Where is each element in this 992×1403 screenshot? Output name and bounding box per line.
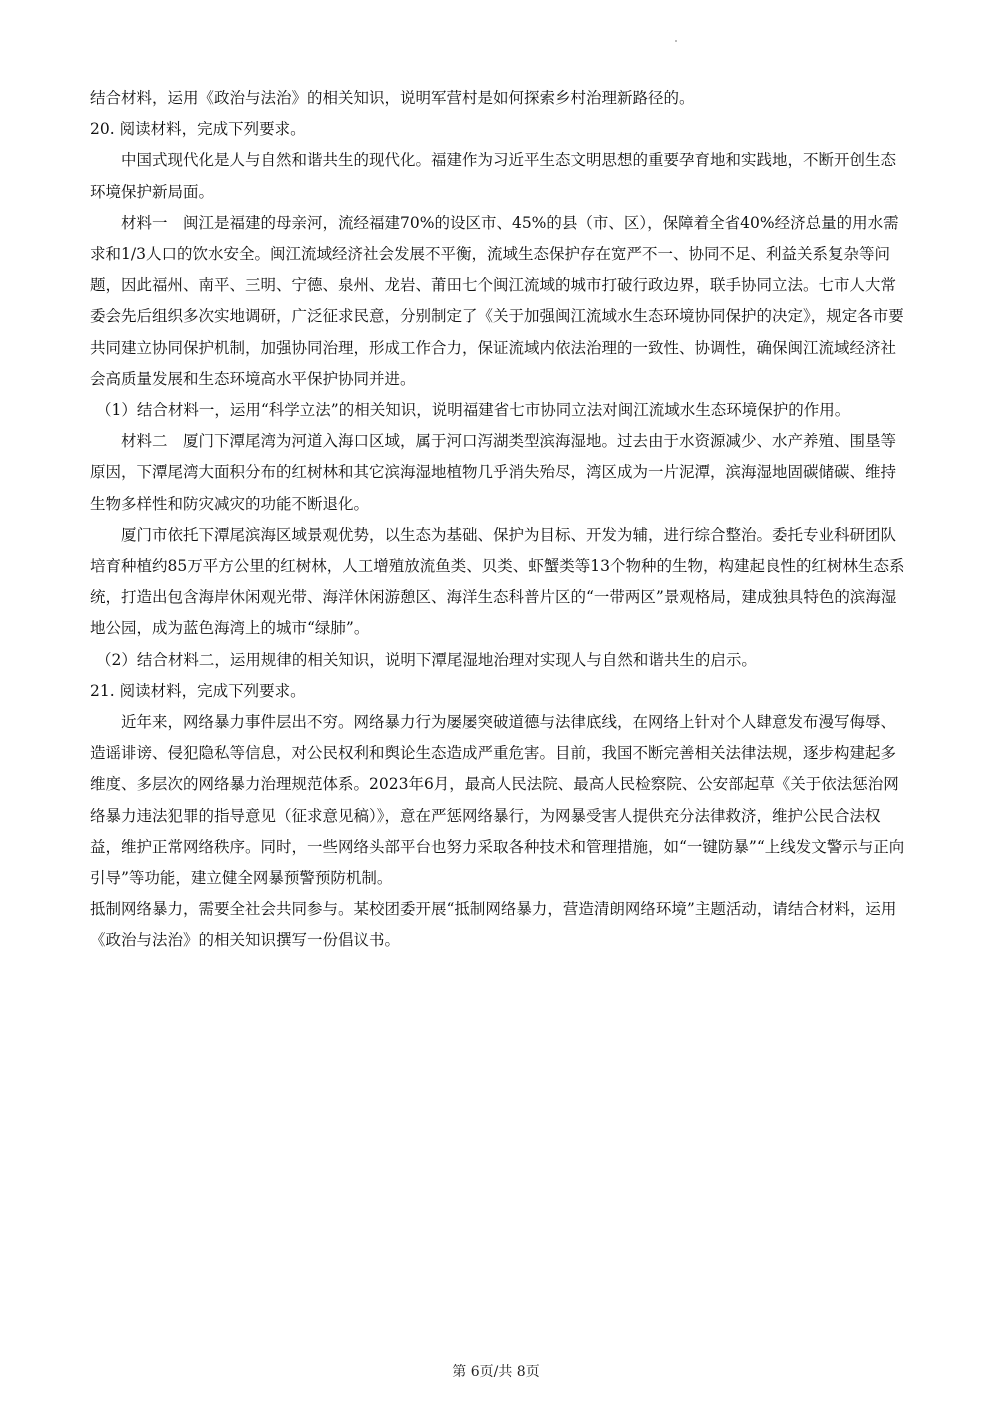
material-1: 材料一 闽江是福建的母亲河，流经福建70%的设区市、45%的县（市、区），保障着全省40%经济总量的用水需求和1/3人口的饮水安全。闽江流域经济社会发展不平衡，流域生态保护存在宽严不一、协同不足、利益关系复杂等问题，因此福州、南平、三明、宁德、泉州、龙岩、莆田七个闽江流域的城市打破行政边界，联手协同立法。七市人大常委会先后组织多次实地调研，广泛征求民意，分别制定了《关于加强闽江流域水生态环境协同保护的决定》，规定各市要共同建立协同保护机制，加强协同治理，形成工作合力，保证流域内依法治理的一致性、协调性，确保闽江流域经济社会高质量发展和生态环境高水平保护协同并进。: [90, 213, 904, 388]
question-20-part-2: （2）结合材料二，运用规律的相关知识，说明下潭尾湿地治理对实现人与自然和谐共生的启示。: [96, 650, 757, 669]
question-20-part-1: （1）结合材料一，运用“科学立法”的相关知识，说明福建省七市协同立法对闽江流域水生态环境保护的作用。: [96, 401, 851, 420]
page-number: 第 6页/共 8页: [452, 1364, 540, 1380]
material-2-paragraph-2: 厦门市依托下潭尾滨海区域景观优势，以生态为基础、保护为目标、开发为辅，进行综合整治。委托专业科研团队培育种植约85万平方公里的红树林，人工增殖放流鱼类、贝类、虾蟹类等13个物种的生物，构建起良性的红树林生态系统，打造出包含海岸休闲观光带、海洋休闲游憩区、海洋生态科普片区的“一带两区”景观格局，建成独具特色的滨海湿地公园，成为蓝色海湾上的城市“绿肺”。: [90, 525, 905, 638]
question-21-title: 21. 阅读材料，完成下列要求。: [90, 681, 306, 700]
question-21-material: 近年来，网络暴力事件层出不穷。网络暴力行为屡屡突破道德与法律底线，在网络上针对个人肆意发布漫写侮辱、造谣诽谤、侵犯隐私等信息，对公民权利和舆论生态造成严重危害。目前，我国不断完善相关法律法规，逐步构建起多维度、多层次的网络暴力治理规范体系。2023年6月，最高人民法院、最高人民检察院、公安部起草《关于依法惩治网络暴力违法犯罪的指导意见（征求意见稿）》，意在严惩网络暴行，为网暴受害人提供充分法律救济，维护公民合法权益，维护正常网络秩序。同时，一些网络头部平台也努力采取各种技术和管理措施，如“一键防暴”“上线发文警示与正向引导”等功能，建立健全网暴预警预防机制。: [90, 713, 905, 888]
document-body: [90, 83, 906, 957]
intro-question: 结合材料，运用《政治与法治》的相关知识，说明军营村是如何探索乡村治理新路径的。: [90, 89, 695, 107]
question-20-title: 20. 阅读材料，完成下列要求。: [90, 120, 306, 139]
material-2-paragraph-1: 材料二 厦门下潭尾湾为河道入海口区域，属于河口泻湖类型滨海湿地。过去由于水资源减少、水产养殖、围垦等原因，下潭尾湾大面积分布的红树林和其它滨海湿地植物几乎消失殆尽，湾区成为一片泥潭，滨海湿地固碳储碳、维持生物多样性和防灾减灾的功能不断退化。: [90, 432, 897, 513]
question-21-task: 抵制网络暴力，需要全社会共同参与。某校团委开展“抵制网络暴力，营造清朗网络环境”主题活动，请结合材料，运用《政治与法治》的相关知识撰写一份倡议书。: [90, 900, 897, 950]
question-20-lead: 中国式现代化是人与自然和谐共生的现代化。福建作为习近平生态文明思想的重要孕育地和实践地，不断开创生态环境保护新局面。: [90, 151, 897, 201]
scan-mark: [675, 40, 677, 42]
